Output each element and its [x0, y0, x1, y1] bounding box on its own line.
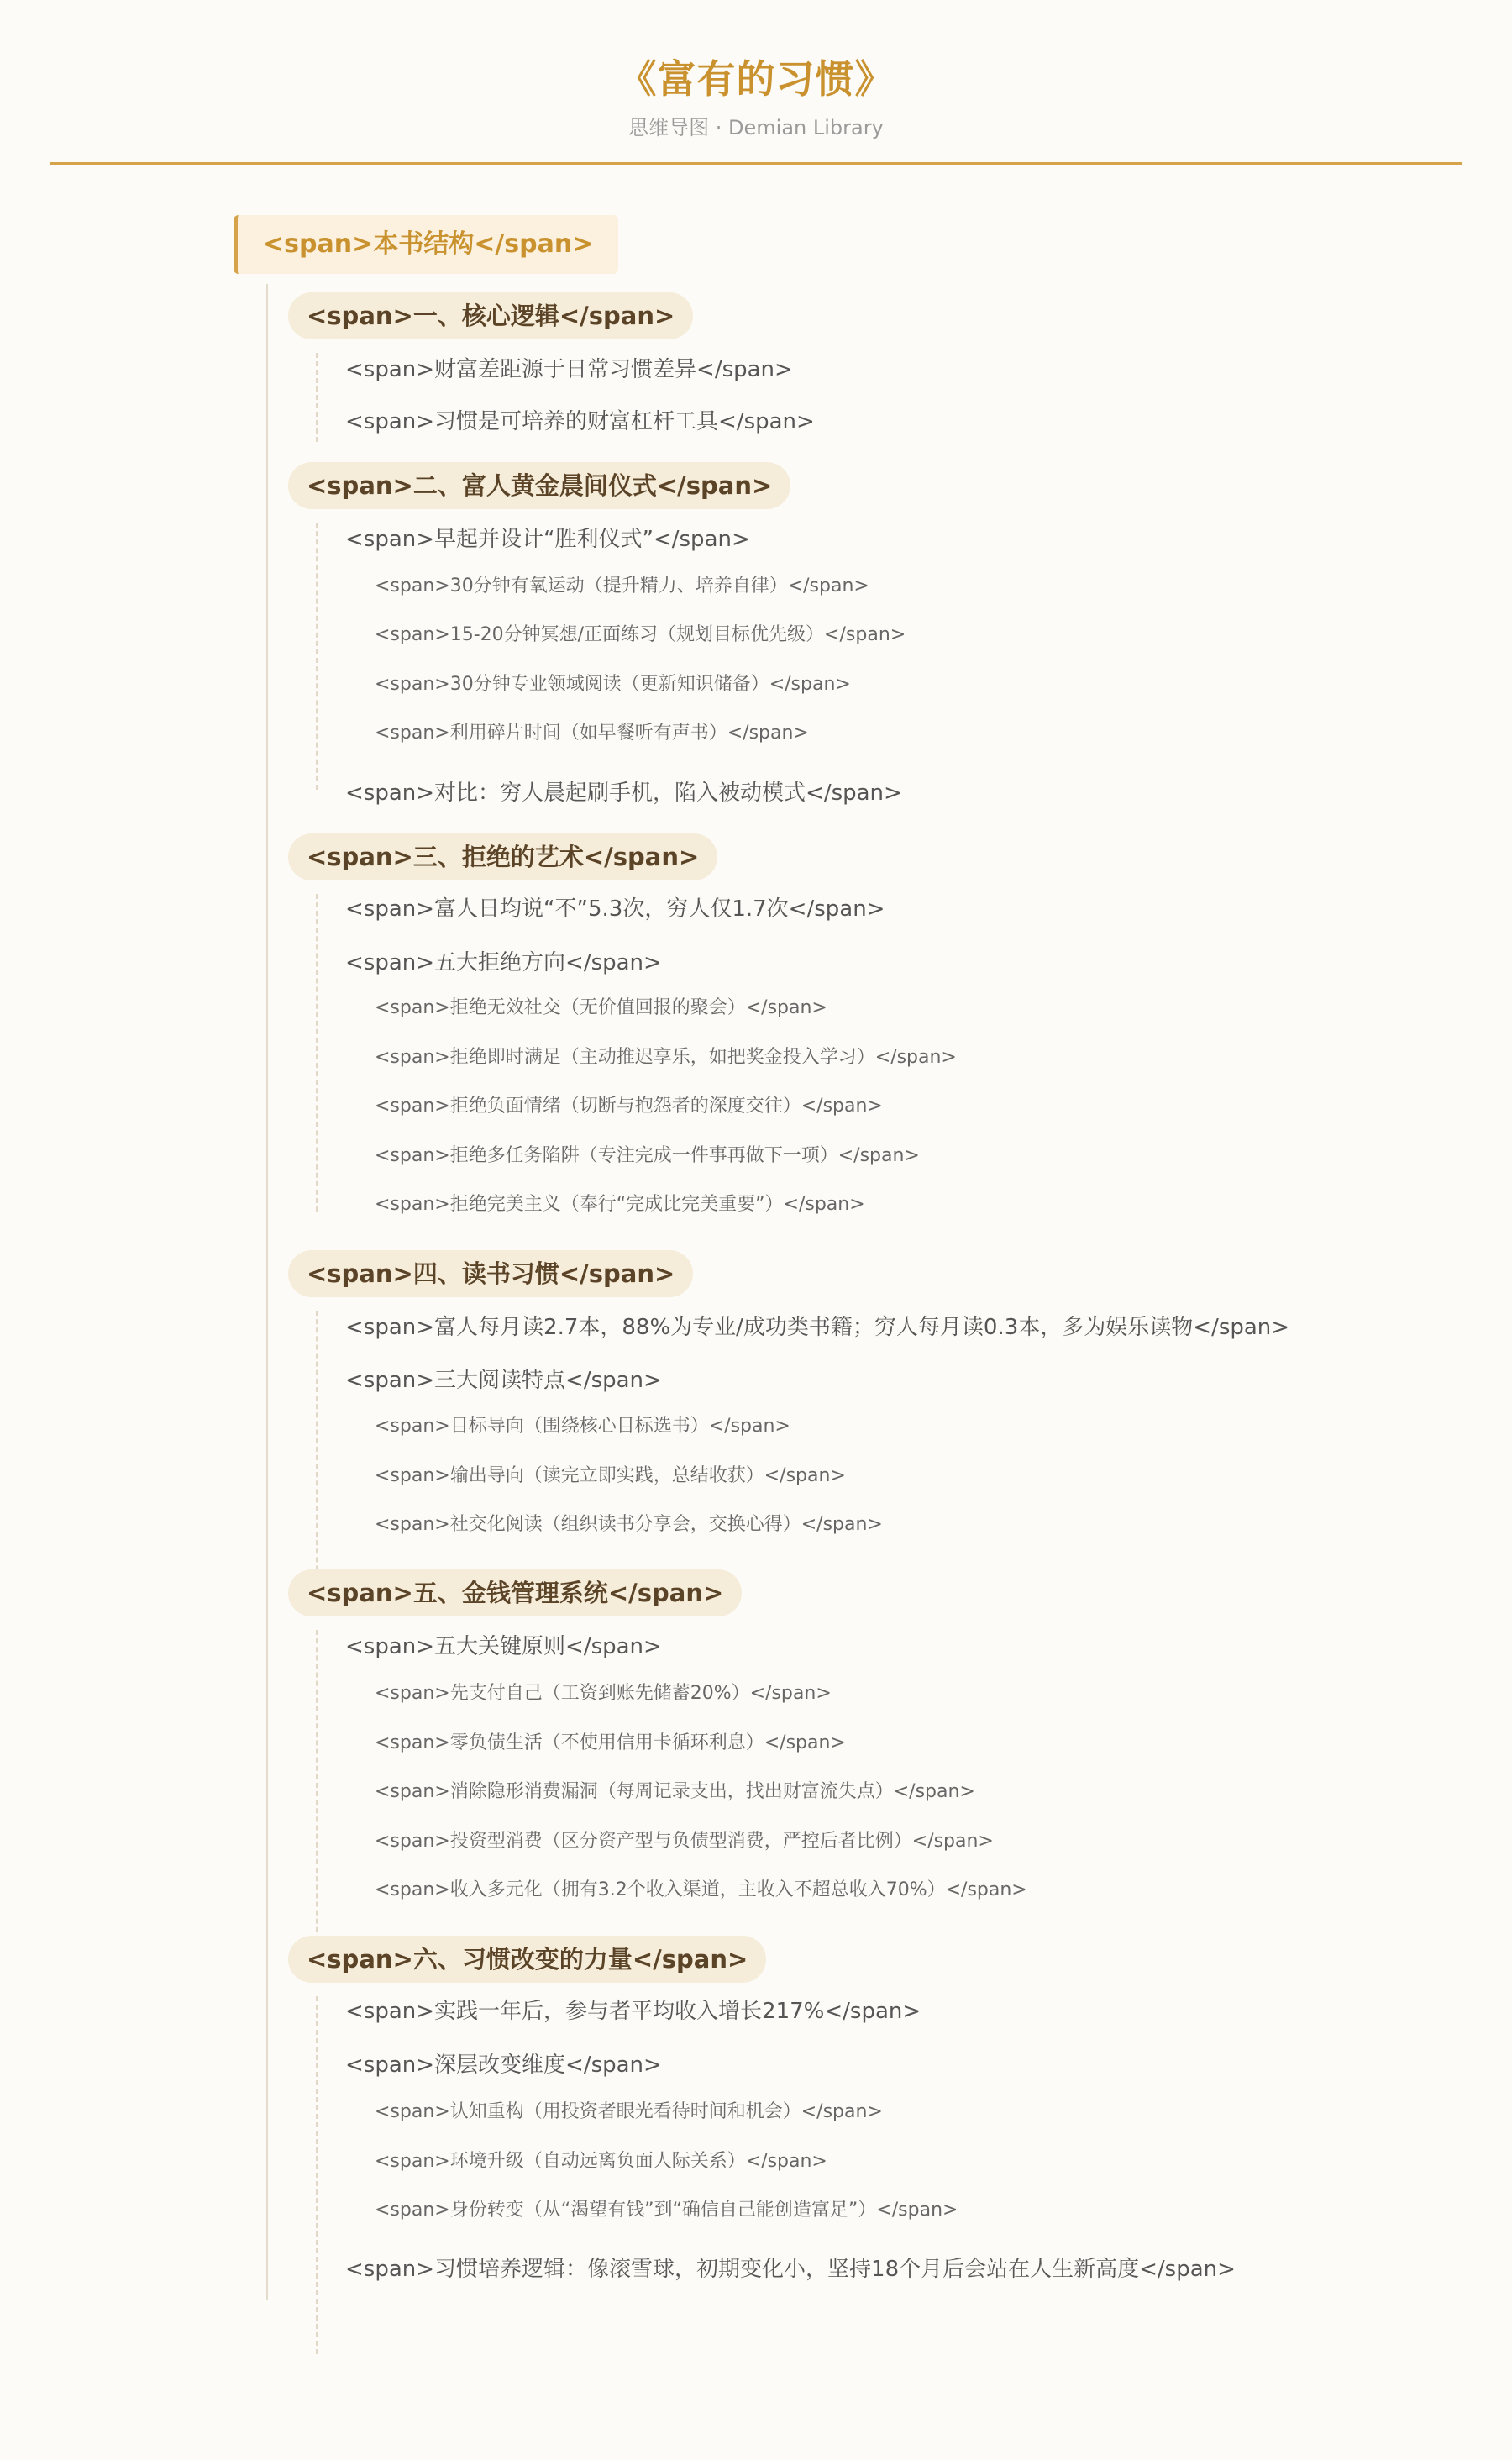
list-subitem: <span>拒绝完美主义（奉行“完成比完美重要”）</span> [375, 1194, 865, 1215]
list-item: <span>习惯是可培养的财富杠杆工具</span> [345, 409, 815, 434]
list-subitem: <span>拒绝负面情绪（切断与抱怨者的深度交往）</span> [375, 1096, 883, 1117]
section-title: <span>一、核心逻辑</span> [288, 292, 693, 339]
list-subitem: <span>先支付自己（工资到账先储蓄20%）</span> [375, 1683, 832, 1704]
section-title: <span>二、富人黄金晨间仪式</span> [288, 462, 790, 509]
section-money-management [288, 1569, 742, 1616]
list-subitem: <span>零负债生活（不使用信用卡循环利息）</span> [375, 1732, 846, 1753]
list-item: <span>早起并设计“胜利仪式”</span> [345, 527, 750, 552]
list-item: <span>富人日均说“不”5.3次，穷人仅1.7次</span> [345, 896, 885, 922]
root-connector-line [266, 284, 268, 2300]
section-title: <span>三、拒绝的艺术</span> [288, 833, 717, 880]
list-subitem: <span>社交化阅读（组织读书分享会，交换心得）</span> [375, 1514, 883, 1535]
list-item: <span>习惯培养逻辑：像滚雪球，初期变化小，坚持18个月后会站在人生新高度</span> [345, 2257, 1236, 2282]
list-subitem: <span>身份转变（从“渴望有钱”到“确信自己能创造富足”）</span> [375, 2200, 958, 2221]
list-subitem: <span>拒绝多任务陷阱（专注完成一件事再做下一项）</span> [375, 1145, 920, 1166]
section-reading-habit [288, 1250, 693, 1297]
branch-connector-line [316, 1630, 318, 1949]
branch-connector-line [316, 353, 318, 442]
mindmap-root-node: <span>本书结构</span> [234, 215, 618, 274]
page-subtitle: 思维导图 · Demian Library [628, 116, 884, 139]
list-item: <span>实践一年后，参与者平均收入增长217%</span> [345, 1999, 921, 2024]
branch-connector-line [316, 894, 318, 1212]
list-subitem: <span>输出导向（读完立即实践，总结收获）</span> [375, 1465, 846, 1486]
list-subitem: <span>拒绝即时满足（主动推迟享乐，如把奖金投入学习）</span> [375, 1047, 957, 1068]
list-item: <span>富人每月读2.7本，88%为专业/成功类书籍；穷人每月读0.3本，多为娱乐读物</span> [345, 1315, 1290, 1340]
section-title: <span>五、金钱管理系统</span> [288, 1569, 742, 1616]
list-item: <span>深层改变维度</span> [345, 2053, 662, 2078]
list-item: <span>五大拒绝方向</span> [345, 950, 662, 975]
list-subitem: <span>30分钟有氧运动（提升精力、培养自律）</span> [375, 576, 869, 597]
list-subitem: <span>认知重构（用投资者眼光看待时间和机会）</span> [375, 2101, 883, 2122]
section-title: <span>六、习惯改变的力量</span> [288, 1936, 766, 1983]
section-power-of-habit-change [288, 1936, 766, 1983]
list-subitem: <span>投资型消费（区分资产型与负债型消费，严控后者比例）</span> [375, 1831, 994, 1852]
section-core-logic [288, 292, 693, 339]
list-subitem: <span>30分钟专业领域阅读（更新知识储备）</span> [375, 674, 851, 695]
list-item: <span>财富差距源于日常习惯差异</span> [345, 357, 793, 382]
branch-connector-line [316, 523, 318, 790]
list-item: <span>五大关键原则</span> [345, 1634, 662, 1659]
list-subitem: <span>利用碎片时间（如早餐听有声书）</span> [375, 723, 809, 744]
section-art-of-refusal [288, 833, 717, 880]
list-subitem: <span>消除隐形消费漏洞（每周记录支出，找出财富流失点）</span> [375, 1781, 975, 1802]
section-title: <span>四、读书习惯</span> [288, 1250, 693, 1297]
list-item: <span>三大阅读特点</span> [345, 1368, 662, 1393]
list-subitem: <span>拒绝无效社交（无价值回报的聚会）</span> [375, 997, 827, 1018]
section-morning-ritual [288, 462, 790, 509]
header-divider [50, 162, 1462, 165]
list-item: <span>对比：穷人晨起刷手机，陷入被动模式</span> [345, 781, 902, 806]
list-subitem: <span>目标导向（围绕核心目标选书）</span> [375, 1416, 790, 1437]
page-title: 《富有的习惯》 [617, 56, 895, 102]
branch-connector-line [316, 1311, 318, 1613]
list-subitem: <span>15-20分钟冥想/正面练习（规划目标优先级）</span> [375, 624, 906, 645]
list-subitem: <span>环境升级（自动远离负面人际关系）</span> [375, 2151, 827, 2172]
list-subitem: <span>收入多元化（拥有3.2个收入渠道，主收入不超总收入70%）</span> [375, 1879, 1027, 1900]
branch-connector-line [316, 1996, 318, 2354]
